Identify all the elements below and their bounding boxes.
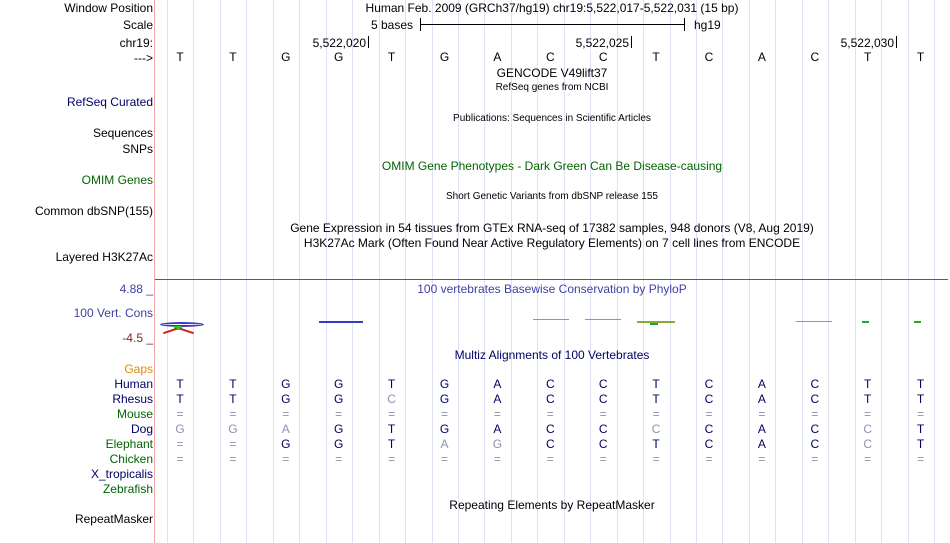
grid-line (299, 0, 300, 543)
alignment-base: = (335, 452, 343, 466)
alignment-base: = (176, 407, 184, 421)
layered-h3k27ac-label[interactable]: Layered H3K27Ac (55, 250, 153, 264)
scale-label: Scale (122, 18, 153, 32)
alignment-base: = (758, 452, 766, 466)
alignment-base: T (176, 377, 184, 391)
position-tick (631, 36, 632, 48)
grid-line (908, 0, 909, 543)
alignment-base: T (387, 422, 396, 436)
grid-line (722, 0, 723, 543)
alignment-base: = (652, 452, 660, 466)
species-label[interactable]: Chicken (109, 452, 153, 466)
sequence-base: T (387, 50, 396, 64)
alignment-base: T (387, 437, 396, 451)
alignment-base: = (599, 407, 607, 421)
alignment-base: T (387, 377, 396, 391)
alignment-base: C (704, 422, 714, 436)
sequence-base: C (598, 50, 608, 64)
alignment-base: T (176, 392, 184, 406)
alignment-base: = (652, 407, 660, 421)
alignment-base: G (334, 377, 344, 391)
sequence-base: T (229, 50, 237, 64)
grid-line (802, 0, 803, 543)
grid-line (273, 0, 274, 543)
grid-line (405, 0, 406, 543)
species-label[interactable]: Rhesus (112, 392, 153, 406)
grid-line (696, 0, 697, 543)
alignment-base: C (545, 437, 555, 451)
gtex-track-title[interactable]: Gene Expression in 54 tissues from GTEx RNA-seq of 17382 samples, 948 donors (V8, Aug 2019) (290, 221, 814, 235)
alignment-base: = (864, 407, 872, 421)
alignment-base: C (387, 392, 396, 406)
alignment-base: C (704, 437, 714, 451)
alignment-base: = (440, 452, 449, 466)
alignment-base: T (652, 392, 660, 406)
alignment-base: = (864, 452, 872, 466)
gencode-track-title[interactable]: GENCODE V49lift37 (496, 66, 608, 80)
grid-line (643, 0, 644, 543)
alignment-base: = (282, 407, 290, 421)
alignment-base: C (863, 422, 873, 436)
sequences-label[interactable]: Sequences (92, 126, 153, 140)
alignment-base: A (440, 437, 449, 451)
conservation-signal (650, 323, 658, 325)
alignment-base: T (229, 392, 237, 406)
alignment-base: C (863, 437, 873, 451)
alignment-base: G (334, 392, 344, 406)
grid-line (432, 0, 433, 543)
conservation-signal (180, 328, 194, 334)
repeatmasker-track-title[interactable]: Repeating Elements by RepeatMasker (449, 498, 655, 512)
chromosome-label: chr19: (119, 36, 153, 50)
alignment-base: C (545, 377, 555, 391)
species-label[interactable]: Human (114, 377, 153, 391)
grid-line (855, 0, 856, 543)
sequence-base: T (864, 50, 872, 64)
alignment-base: = (176, 452, 184, 466)
alignment-base: = (388, 407, 396, 421)
alignment-base: = (811, 407, 819, 421)
alignment-base: A (493, 422, 502, 436)
scale-bar-line (420, 24, 684, 25)
alignment-base: T (916, 377, 925, 391)
alignment-base: = (229, 452, 237, 466)
grid-line (617, 0, 618, 543)
alignment-base: = (546, 407, 554, 421)
alignment-base: A (757, 437, 766, 451)
alignment-base: G (334, 422, 344, 436)
grid-line (352, 0, 353, 543)
alignment-base: T (864, 377, 872, 391)
alignment-base: = (388, 452, 396, 466)
alignment-base: A (757, 377, 766, 391)
h3k27ac-baseline (155, 279, 948, 280)
sequence-base: T (916, 50, 925, 64)
alignment-base: T (916, 437, 925, 451)
alignment-base: C (598, 422, 608, 436)
vert-cons-label[interactable]: 100 Vert. Cons (73, 306, 153, 320)
alignment-base: = (493, 452, 501, 466)
alignment-base: C (704, 392, 714, 406)
grid-line (326, 0, 327, 543)
sequence-base: C (810, 50, 820, 64)
grid-line (934, 0, 935, 543)
grid-line (220, 0, 221, 543)
grid-line (379, 0, 380, 543)
repeatmasker-label[interactable]: RepeatMasker (74, 512, 153, 526)
h3k27ac-track-title[interactable]: H3K27Ac Mark (Often Found Near Active Regulatory Elements) on 7 cell lines from ENCODE (303, 236, 801, 250)
scale-bar-right-tick (684, 18, 685, 31)
alignment-base: C (704, 377, 714, 391)
alignment-base: = (176, 437, 184, 451)
alignment-base: C (545, 392, 555, 406)
grid-line (828, 0, 829, 543)
omim-genes-label[interactable]: OMIM Genes (81, 173, 153, 187)
alignment-base: = (917, 407, 925, 421)
species-label[interactable]: Elephant (105, 437, 153, 451)
alignment-base: A (493, 377, 502, 391)
alignment-base: = (811, 452, 819, 466)
alignment-base: T (229, 377, 237, 391)
sequence-base: A (493, 50, 502, 64)
sequence-base: G (281, 50, 291, 64)
alignment-base: C (598, 377, 608, 391)
alignment-base: = (546, 452, 554, 466)
sequence-base: C (704, 50, 714, 64)
alignment-base: T (916, 422, 925, 436)
species-label[interactable]: Dog (130, 422, 153, 436)
alignment-base: G (175, 422, 185, 436)
gaps-label: Gaps (124, 362, 153, 376)
alignment-base: A (281, 422, 290, 436)
alignment-base: G (439, 392, 450, 406)
alignment-base: G (334, 437, 344, 451)
alignment-base: C (810, 392, 820, 406)
alignment-base: G (492, 437, 503, 451)
conservation-signal (533, 319, 569, 320)
conservation-track-title[interactable]: 100 vertebrates Basewise Conservation by PhyloP (417, 282, 687, 296)
alignment-base: = (282, 452, 290, 466)
alignment-base: = (599, 452, 607, 466)
alignment-base: C (545, 422, 555, 436)
common-dbsnp-label[interactable]: Common dbSNP(155) (34, 204, 153, 218)
species-label[interactable]: Mouse (116, 407, 153, 421)
species-label[interactable]: Zebrafish (102, 482, 153, 496)
alignment-base: G (439, 422, 450, 436)
multiz-track-title[interactable]: Multiz Alignments of 100 Vertebrates (454, 348, 650, 362)
grid-line (484, 0, 485, 543)
conservation-signal (585, 319, 621, 320)
strand-label: ---> (134, 51, 153, 65)
alignment-base: G (281, 437, 291, 451)
alignment-base: A (493, 392, 502, 406)
alignment-base: T (652, 437, 660, 451)
alignment-base: C (598, 437, 608, 451)
sequence-base: T (176, 50, 184, 64)
alignment-base: C (598, 392, 608, 406)
alignment-base: = (917, 452, 925, 466)
alignment-base: = (229, 407, 237, 421)
grid-line (246, 0, 247, 543)
refseq-curated-label[interactable]: RefSeq Curated (66, 95, 153, 109)
alignment-base: = (705, 407, 713, 421)
sequence-base: C (545, 50, 555, 64)
grid-line (167, 0, 168, 543)
position-tick (368, 36, 369, 48)
alignment-base: C (810, 422, 820, 436)
alignment-base: C (810, 377, 820, 391)
sequence-base: A (757, 50, 766, 64)
alignment-base: = (705, 452, 713, 466)
refseq-track-subtitle[interactable]: RefSeq genes from NCBI (495, 82, 609, 93)
alignment-base: = (440, 407, 449, 421)
alignment-base: G (228, 422, 238, 436)
alignment-base: T (864, 392, 872, 406)
alignment-base: G (281, 392, 291, 406)
alignment-base: = (335, 407, 343, 421)
alignment-base: A (757, 392, 766, 406)
alignment-base: C (810, 437, 820, 451)
conservation-min-value: -4.5 _ (122, 331, 153, 345)
alignment-base: = (758, 407, 766, 421)
alignment-base: A (757, 422, 766, 436)
alignment-base: T (916, 392, 925, 406)
position-label: 5,522,025 (575, 36, 629, 50)
sequence-base: G (334, 50, 344, 64)
grid-line (749, 0, 750, 543)
label-area-divider (154, 0, 155, 543)
position-tick (896, 36, 897, 48)
alignment-base: G (439, 377, 450, 391)
conservation-signal (319, 321, 363, 323)
conservation-signal (796, 321, 832, 322)
alignment-base: T (652, 377, 660, 391)
grid-line (458, 0, 459, 543)
grid-line (193, 0, 194, 543)
dbsnp-track-title[interactable]: Short Genetic Variants from dbSNP release 155 (446, 191, 658, 202)
publications-track-title[interactable]: Publications: Sequences in Scientific Articles (453, 113, 651, 124)
alignment-base: = (493, 407, 501, 421)
position-label: 5,522,030 (840, 36, 894, 50)
scale-bar-text: 5 bases (371, 18, 414, 32)
window-position-label: Window Position (64, 1, 153, 15)
alignment-base: C (651, 422, 661, 436)
grid-line (881, 0, 882, 543)
alignment-base: = (229, 437, 237, 451)
conservation-signal (862, 321, 869, 323)
grid-line (775, 0, 776, 543)
conservation-signal (914, 321, 921, 323)
conservation-signal (163, 328, 177, 334)
sequence-base: T (652, 50, 660, 64)
alignment-base: G (281, 377, 291, 391)
conservation-signal (160, 322, 204, 327)
omim-track-title[interactable]: OMIM Gene Phenotypes - Dark Green Can Be Disease-causing (381, 159, 723, 173)
sequence-base: G (439, 50, 450, 64)
position-label: 5,522,020 (312, 36, 366, 50)
window-position-value: Human Feb. 2009 (GRCh37/hg19) chr19:5,522,017-5,522,031 (15 bp) (365, 1, 739, 15)
conservation-max-value: 4.88 _ (119, 282, 153, 296)
grid-line (670, 0, 671, 543)
species-label[interactable]: X_tropicalis (90, 467, 153, 481)
scale-bar-assembly: hg19 (694, 18, 721, 32)
snps-label[interactable]: SNPs (122, 142, 153, 156)
